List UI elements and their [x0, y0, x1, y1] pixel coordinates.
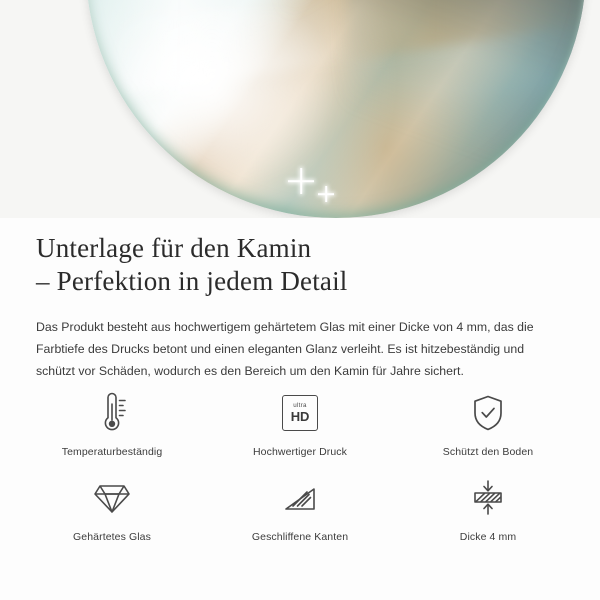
feature-label: Geschliffene Kanten: [251, 531, 349, 543]
feature-thickness: [394, 475, 582, 544]
thermometer-icon: [92, 390, 132, 436]
feature-label: Dicke 4 mm: [459, 531, 517, 543]
feature-floor-protection: [394, 390, 582, 459]
hero-image: [0, 0, 600, 218]
feature-polished-edges: [206, 475, 394, 544]
text-content: [0, 218, 600, 543]
thickness-arrows-icon: [466, 475, 510, 521]
glass-disc-product: [86, 0, 586, 218]
feature-grid: [0, 390, 600, 544]
ultra-hd-icon: [282, 390, 318, 436]
feature-tempered-glass: [18, 475, 206, 544]
badge-main-text: HD: [290, 409, 310, 425]
page-title: [0, 218, 600, 298]
diamond-icon: [90, 475, 134, 521]
feature-label: Temperaturbeständig: [61, 446, 163, 458]
headline-line-2: – Perfektion in jedem Detail: [36, 266, 348, 296]
feature-high-quality-print: [206, 390, 394, 459]
badge-top-text: ultra: [293, 401, 307, 409]
polished-edges-icon: [278, 475, 322, 521]
ultra-hd-badge: [282, 395, 318, 431]
headline-line-1: Unterlage für den Kamin: [36, 233, 312, 263]
feature-label: Schützt den Boden: [442, 446, 534, 458]
feature-label: Gehärtetes Glas: [73, 531, 151, 543]
shield-check-icon: [468, 390, 508, 436]
feature-temperature-resistant: [18, 390, 206, 459]
feature-label: Hochwertiger Druck: [253, 446, 347, 458]
body-paragraph: Das Produkt besteht aus hochwertigem gehärtetem Glas mit einer Dicke von 4 mm, das die Farbtiefe des Drucks betont und einen eleganten Glanz verleiht. Es ist hitzebeständig und schützt vor Schäden, wodurch es den Bereich um den Kamin für Jahre sichert.: [36, 320, 534, 378]
